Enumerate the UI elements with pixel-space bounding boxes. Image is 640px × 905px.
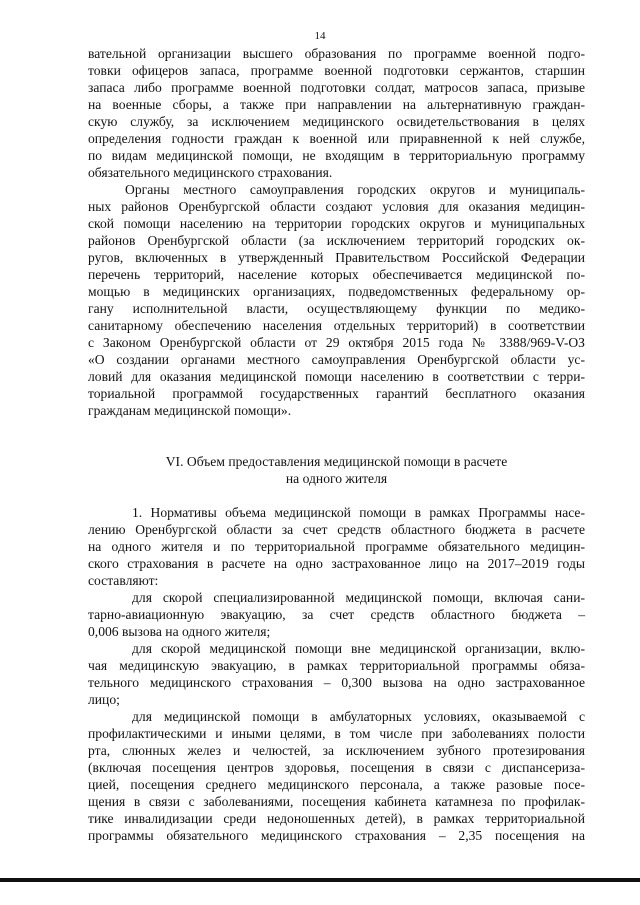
text-line: составляют: (88, 573, 159, 588)
paragraph-emergency-care (88, 640, 585, 708)
text-line: для скорой специализированной медицинской помощи, включая сани- (132, 590, 585, 605)
page-number: 14 (314, 30, 326, 42)
paragraph-local-government (88, 181, 585, 419)
paragraph-specialized-ambulance (88, 589, 585, 640)
text-line: для медицинской помощи в амбулаторных условиях, оказываемой с (132, 709, 585, 724)
text-line: лицо; (88, 692, 120, 707)
text-line: тике инвалидизации среди недоношенных детей), в рамках территориальной (88, 811, 585, 826)
text-line: ториальной программой государственных гарантий бесплатного оказания (88, 386, 585, 401)
text-line: вательной организации высшего образования по программе военной подго- (88, 46, 585, 61)
spacer (88, 419, 585, 436)
spacer (88, 436, 585, 453)
text-line: с Законом Оренбургской области от 29 октября 2015 года № 3388/969-V-ОЗ (88, 335, 585, 350)
text-line: щения в связи с заболеваниями, посещения кабинета катамнеза по профилак- (88, 794, 585, 809)
text-line: тельного медицинского страхования – 0,300 вызова на одно застрахованное (88, 675, 585, 690)
section-heading (88, 453, 585, 487)
document-body (88, 45, 585, 844)
text-line: на одного жителя и по территориальной программе обязательного медицин- (88, 539, 585, 554)
section-title-line: на одного жителя (285, 471, 388, 486)
text-line: ского страхования в расчете на одно застрахованное лицо на 2017–2019 годы (88, 556, 585, 571)
text-line: чая медицинскую эвакуацию, в рамках территориальной программы обяза- (88, 658, 585, 673)
section-title-line: VI. Объем предоставления медицинской помощи в расчете (165, 454, 508, 469)
text-line: определения годности граждан к военной или приравненной к ней службе, (88, 131, 585, 146)
text-line: 1. Нормативы объема медицинской помощи в рамках Программы насе- (132, 505, 585, 520)
text-line: (включая посещения центров здоровья, посещения в связи с диспансериза- (88, 760, 585, 775)
text-line: ных районов Оренбургской области создают условия для оказания медицин- (88, 199, 585, 214)
text-line: скую службу, за исключением медицинского освидетельствования в целях (88, 114, 585, 129)
text-line: Органы местного самоуправления городских округов и муниципаль- (125, 182, 585, 197)
text-line: гражданам медицинской помощи». (88, 403, 292, 418)
text-line: ругов, включенных в утвержденный Правительством Российской Федерации (88, 250, 585, 265)
scan-edge-line (0, 878, 640, 882)
paragraph-outpatient-care (88, 708, 585, 844)
text-line: товки офицеров запаса, программе военной подготовки сержантов, старшин (88, 63, 585, 78)
text-line: гану исполнительной власти, осуществляющему функции по медико- (88, 301, 585, 316)
text-line: запаса либо программе военной подготовки солдат, матросов запаса, призыве (88, 80, 585, 95)
text-line: лению Оренбургской области за счет средств областного бюджета в расчете (88, 522, 585, 537)
text-line: ской помощи населению на территории городских округов и муниципальных (88, 216, 585, 231)
text-line: профилактическими и иными целями, в том числе при заболеваниях полости (88, 726, 585, 741)
paragraph-military-service (88, 45, 585, 181)
paragraph-norms-intro (88, 504, 585, 589)
text-line: перечень территорий, население которых обеспечивается медицинской по- (88, 267, 585, 282)
text-line: 0,006 вызова на одного жителя; (88, 624, 271, 639)
text-line: ловий для оказания медицинской помощи населению в соответствии с терри- (88, 369, 585, 384)
text-line: на военные сборы, а также при направлении на альтернативную граждан- (88, 97, 585, 112)
text-line: мощью в медицинских организациях, подведомственных федеральному ор- (88, 284, 585, 299)
text-line: тарно-авиационную эвакуацию, за счет средств областного бюджета – (88, 607, 585, 622)
spacer (88, 487, 585, 504)
text-line: санитарному обеспечению населения отдельных территорий) в соответствии (88, 318, 585, 333)
text-line: цией, посещения среднего медицинского персонала, а также разовые посе- (88, 777, 585, 792)
text-line: программы обязательного медицинского страхования – 2,35 посещения на (88, 828, 585, 843)
text-line: рта, слюнных желез и челюстей, за исключением зубного протезирования (88, 743, 585, 758)
text-line: обязательного медицинского страхования. (88, 165, 333, 180)
text-line: районов Оренбургской области (за исключением территорий городских ок- (88, 233, 585, 248)
text-line: для скорой медицинской помощи вне медицинской организации, вклю- (132, 641, 585, 656)
text-line: по видам медицинской помощи, не входящим в территориальную программу (88, 148, 585, 163)
text-line: «О создании органами местного самоуправления Оренбургской области ус- (88, 352, 585, 367)
